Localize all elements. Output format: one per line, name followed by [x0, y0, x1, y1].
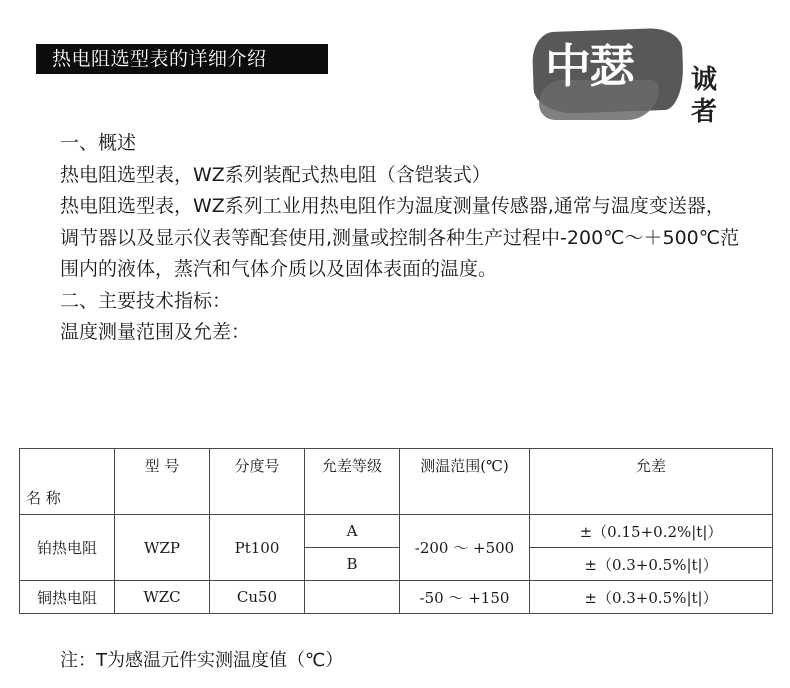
cell-division: Cu50 — [210, 581, 305, 614]
header-name: 名 称 — [20, 449, 115, 515]
cell-range: -200 ～ +500 — [400, 515, 530, 581]
section-heading-specs: 二、主要技术指标： — [60, 289, 232, 312]
table-caption: 温度测量范围及允差： — [60, 321, 251, 343]
cell-grade — [305, 581, 400, 614]
cell-division: Pt100 — [210, 515, 305, 581]
cell-tolerance: ±（0.3+0.5%|t|） — [530, 581, 773, 614]
intro-paragraph: 热电阻选型表，WZ系列装配式热电阻（含铠装式） — [60, 163, 491, 186]
cell-name: 铜热电阻 — [20, 581, 115, 614]
description-paragraph: 热电阻选型表，WZ系列工业用热电阻作为温度测量传感器,通常与温度变送器，调节器以及显示仪表等配套使用,测量或控制各种生产过程中-200℃～＋500℃范围内的液体，蒸汽和气体介质以及固体表面的温度。 — [60, 195, 740, 280]
brand-logo — [533, 30, 743, 134]
page-title: 热电阻选型表的详细介绍 — [36, 44, 328, 74]
footnote: 注：T为感温元件实测温度值（℃） — [60, 650, 344, 671]
cell-grade: B — [305, 548, 400, 581]
section-heading-overview: 一、概述 — [60, 132, 137, 154]
cell-range: -50 ～ +150 — [400, 581, 530, 614]
cell-tolerance: ±（0.15+0.2%|t|） — [530, 515, 773, 548]
cell-grade: A — [305, 515, 400, 548]
logo-side-char: 诚 — [690, 65, 717, 95]
table-row — [20, 581, 773, 614]
cell-tolerance: ±（0.3+0.5%|t|） — [530, 548, 773, 581]
cell-model: WZC — [115, 581, 210, 614]
header-tolerance: 允差 — [530, 449, 773, 515]
table-row — [20, 515, 773, 548]
cell-name: 铂热电阻 — [20, 515, 115, 581]
table-header-row — [20, 449, 773, 515]
header-grade: 允差等级 — [305, 449, 400, 515]
header-division: 分度号 — [210, 449, 305, 515]
logo-side-char: 者 — [690, 97, 717, 127]
header-model: 型 号 — [115, 449, 210, 515]
logo-side-text — [685, 64, 723, 128]
cell-model: WZP — [115, 515, 210, 581]
spec-table — [19, 448, 773, 614]
header-range: 测温范围(℃) — [400, 449, 530, 515]
article-body — [60, 128, 740, 349]
logo-main-text: 中瑟 — [545, 39, 633, 93]
